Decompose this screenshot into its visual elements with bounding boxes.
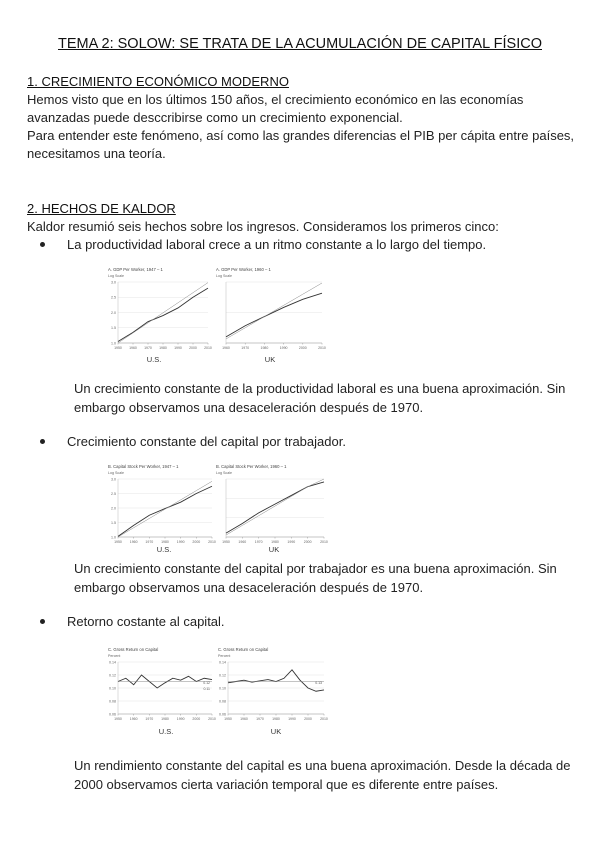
- x-tick-label: 1950: [114, 346, 122, 350]
- chart-caption: UK: [268, 545, 280, 554]
- x-tick-label: 2000: [192, 540, 201, 544]
- x-tick-label: 1990: [279, 346, 288, 350]
- y-tick-label: 0.12: [109, 673, 116, 678]
- fact-3-comment: Un rendimiento constante del capital es una buena aproximación. Desde la década de 2000 observamos cierta variación temporal que es diferente entre países.: [74, 758, 571, 792]
- chart-ylabel: Log Scale: [108, 471, 124, 475]
- chart-ylabel: Percent: [218, 654, 231, 658]
- x-tick-label: 2010: [208, 540, 216, 544]
- x-tick-label: 1980: [271, 540, 279, 544]
- chart-title: B. Capital Stock Per Worker, 1960 – 1: [216, 464, 287, 469]
- chart-ylabel: Log Scale: [108, 274, 124, 278]
- chart-ylabel: Percent: [108, 654, 121, 658]
- y-tick-label: 0.10: [219, 686, 226, 691]
- fact-1-bullet: [40, 237, 486, 252]
- fact-2-bullet: [40, 434, 346, 449]
- series-line-data: [118, 288, 208, 341]
- x-tick-label: 2010: [318, 346, 326, 350]
- x-tick-label: 2010: [320, 717, 328, 721]
- x-tick-label: 1990: [176, 540, 185, 544]
- x-tick-label: 1960: [240, 717, 248, 721]
- x-tick-label: 1970: [254, 540, 263, 544]
- x-tick-label: 1970: [145, 717, 154, 721]
- y-tick-label: 2.5: [111, 491, 116, 496]
- x-tick-label: 1960: [238, 540, 247, 544]
- x-tick-label: 1990: [288, 717, 296, 721]
- x-tick-label: 2000: [303, 540, 312, 544]
- figure-gdp-per-worker: [104, 260, 330, 368]
- x-tick-label: 1970: [241, 346, 250, 350]
- series-line-trend: [226, 283, 322, 339]
- bullet-dot: [40, 242, 45, 247]
- chart-ylabel: Log Scale: [216, 274, 232, 278]
- x-tick-label: 1960: [129, 540, 138, 544]
- figure-return-on-capital: [104, 642, 330, 740]
- figure-capital-per-worker: [104, 457, 330, 557]
- y-tick-label: 0.08: [109, 699, 116, 704]
- x-tick-label: 1980: [161, 717, 169, 721]
- x-tick-label: 1990: [174, 346, 182, 350]
- chart-ylabel: Log Scale: [216, 471, 232, 475]
- fact-3-text: Retorno costante al capital.: [67, 614, 225, 629]
- y-tick-label: 0.06: [109, 712, 116, 717]
- y-tick-label: 1.5: [111, 520, 116, 525]
- bullet-dot: [40, 619, 45, 624]
- x-tick-label: 2000: [304, 717, 312, 721]
- x-tick-label: 2010: [320, 540, 328, 544]
- y-tick-label: 3.0: [111, 280, 116, 285]
- x-tick-label: 2000: [192, 717, 201, 721]
- x-tick-label: 1960: [129, 346, 137, 350]
- x-tick-label: 1970: [256, 717, 264, 721]
- chart-title: C. Gross Return on Capital: [108, 647, 159, 652]
- fact-1-comment: Un crecimiento constante de la productividad laboral es una buena aproximación. Sin embargo observamos una desaceleración después de 1970.: [74, 381, 566, 415]
- section-2-heading: 2. HECHOS DE KALDOR: [27, 201, 176, 216]
- chart-panel-4: [108, 647, 216, 736]
- x-tick-label: 1990: [176, 717, 185, 721]
- chart-annotation: 0.12: [203, 680, 210, 685]
- chart-panel-5: [218, 647, 328, 736]
- fact-3-bullet: [40, 614, 225, 629]
- y-tick-label: 0.08: [219, 699, 226, 704]
- x-tick-label: 1980: [272, 717, 280, 721]
- chart-title: B. Capital Stock Per Worker, 1947 – 1: [108, 464, 179, 469]
- chart-panel-0: [108, 267, 212, 364]
- series-line-trend: [118, 481, 212, 537]
- x-tick-label: 1970: [145, 540, 154, 544]
- fact-2-comment: Un crecimiento constante del capital por trabajador es una buena aproximación. Sin embargo observamos una desaceleración después de 1970.: [74, 561, 557, 595]
- y-tick-label: 2.0: [111, 506, 116, 511]
- x-tick-label: 1980: [260, 346, 269, 350]
- x-tick-label: 1950: [224, 717, 232, 721]
- y-tick-label: 1.5: [111, 326, 116, 331]
- y-tick-label: 3.0: [111, 477, 116, 482]
- x-tick-label: 1980: [161, 540, 169, 544]
- x-tick-label: 1950: [114, 540, 122, 544]
- chart-title: A. GDP Per Worker, 1960 – 1: [216, 267, 271, 272]
- chart-annotation: 0.13: [315, 680, 322, 685]
- section-1-text: [27, 91, 577, 163]
- y-tick-label: 2.5: [111, 295, 116, 300]
- y-tick-label: 1.0: [111, 535, 116, 540]
- y-tick-label: 0.10: [109, 686, 116, 691]
- y-tick-label: 0.14: [109, 660, 116, 665]
- y-tick-label: 0.12: [219, 673, 226, 678]
- chart-caption: U.S.: [158, 727, 174, 736]
- x-tick-label: 2010: [208, 717, 216, 721]
- y-tick-label: 0.06: [219, 712, 226, 717]
- chart-caption: U.S.: [156, 545, 172, 554]
- chart-title: A. GDP Per Worker, 1947 – 1: [108, 267, 163, 272]
- chart-title: C. Gross Return on Capital: [218, 647, 269, 652]
- x-tick-label: 2010: [204, 346, 212, 350]
- section-1-para-2: Para entender este fenómeno, así como las grandes diferencias el PIB per cápita entre países, necesitamos una teoría.: [27, 128, 575, 161]
- series-line-trend: [226, 479, 324, 535]
- x-tick-label: 2000: [189, 346, 197, 350]
- chart-caption: U.S.: [146, 355, 162, 364]
- chart-panel-1: [216, 267, 326, 364]
- y-tick-label: 0.14: [219, 660, 226, 665]
- chart-annotation: 0.11: [203, 686, 210, 691]
- x-tick-label: 1950: [222, 540, 230, 544]
- x-tick-label: 1960: [222, 346, 230, 350]
- chart-panel-3: [216, 464, 328, 554]
- x-tick-label: 1960: [129, 717, 138, 721]
- y-tick-label: 1.0: [111, 341, 116, 346]
- chart-panel-2: [108, 464, 216, 554]
- fact-2-text: Crecimiento constante del capital por trabajador.: [67, 434, 346, 449]
- section-2-intro: Kaldor resumió seis hechos sobre los ingresos. Consideramos los primeros cinco:: [27, 219, 499, 234]
- section-1-para-1: Hemos visto que en los últimos 150 años, el crecimiento económico en las economías avanzadas puede desccribirse como un crecimiento exponencial.: [27, 92, 524, 125]
- chart-caption: UK: [264, 355, 276, 364]
- fact-1-text: La productividad laboral crece a un ritmo constante a lo largo del tiempo.: [67, 237, 487, 252]
- x-tick-label: 1980: [159, 346, 167, 350]
- x-tick-label: 1950: [114, 717, 122, 721]
- x-tick-label: 1990: [287, 540, 296, 544]
- page-title: TEMA 2: SOLOW: SE TRATA DE LA ACUMULACIÓN DE CAPITAL FÍSICO: [58, 36, 542, 52]
- chart-caption: UK: [270, 727, 282, 736]
- x-tick-label: 2000: [298, 346, 307, 350]
- y-tick-label: 2.0: [111, 310, 116, 315]
- series-line-trend: [118, 283, 208, 343]
- x-tick-label: 1970: [144, 346, 152, 350]
- bullet-dot: [40, 439, 45, 444]
- series-line-data: [226, 482, 324, 533]
- section-1-heading: 1. CRECIMIENTO ECONÓMICO MODERNO: [27, 74, 289, 89]
